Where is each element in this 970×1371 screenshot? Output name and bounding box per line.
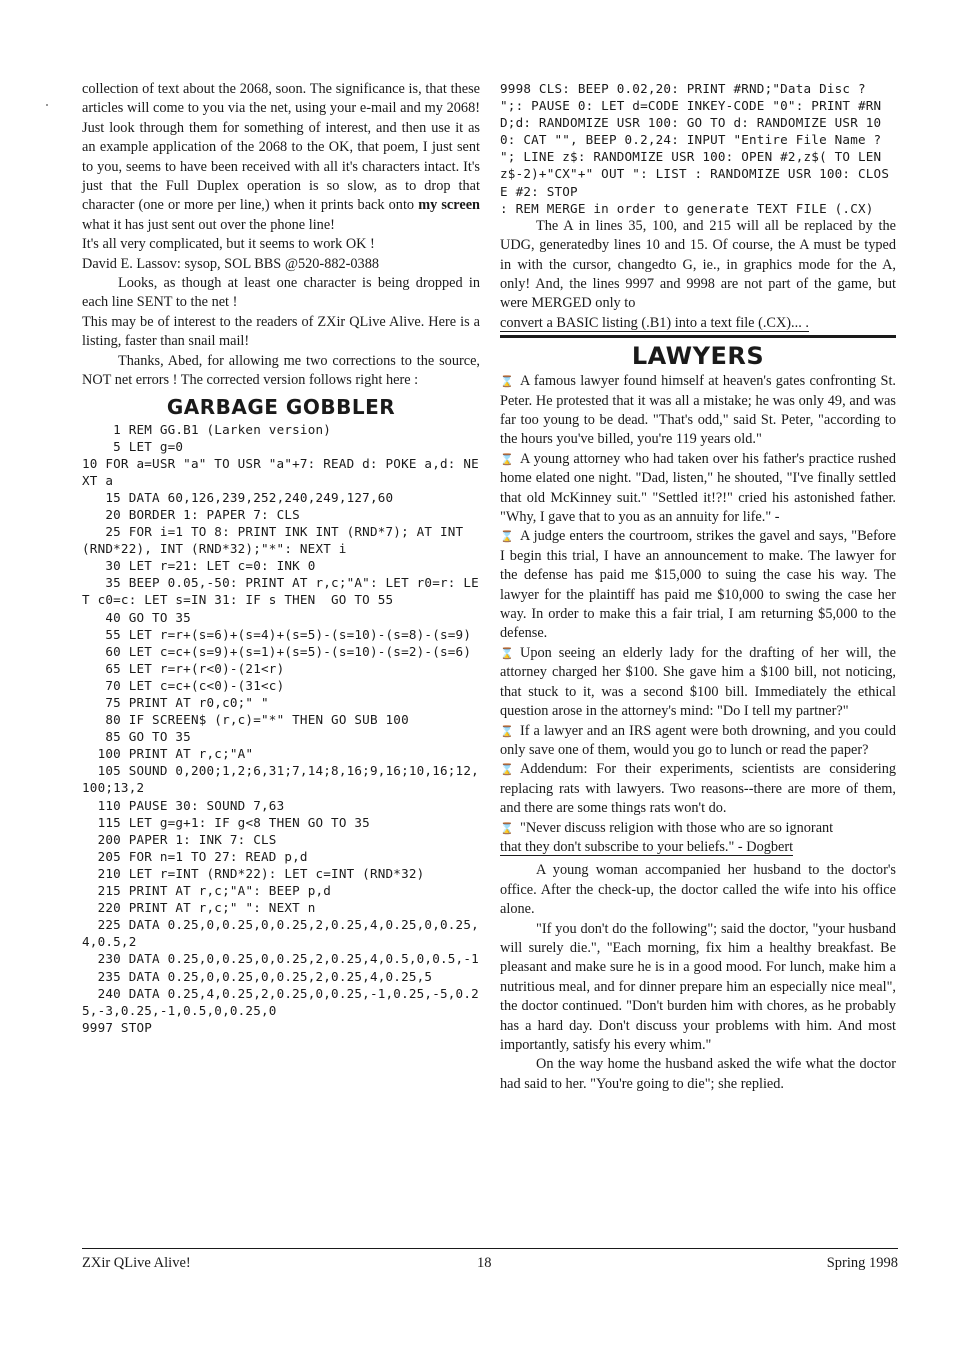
joke-text: "Never discuss religion with those who are so ignorant	[520, 819, 834, 836]
joke-item	[500, 527, 896, 643]
signature-line: David E. Lassov: sysop, SOL BBS @520-882-0388	[82, 255, 379, 272]
story-paragraph: A young woman accompanied her husband to the doctor's office. After the check-up, the doctor called the wife into his office alone.	[500, 862, 896, 918]
left-column	[82, 80, 480, 1036]
intro-text-end: what it has just sent out over the phone line!	[82, 216, 335, 233]
joke-item	[500, 372, 896, 450]
page-speck	[46, 104, 48, 106]
intro-text: collection of text about the 2068, soon. The significance is, that these articles will come to you via the net, using your e-mail and my 2068! Just look through them for something of interest, and then use it as an example application of the 2068 to the OK, that poem, I just sent to you, seems to have been received with all it's characters intact. It's just that the Full Duplex operation is so slow, as to drop that character (one or more per line,) when it prints back onto	[82, 81, 480, 214]
hourglass-icon: ⌛	[500, 452, 514, 466]
paragraph-dropped: Looks, as though at least one character is being dropped in each line SENT to the net !	[82, 275, 480, 311]
hourglass-icon: ⌛	[500, 821, 514, 835]
joke-item	[500, 450, 896, 528]
basic-listing: 1 REM GG.B1 (Larken version) 5 LET g=0 10 FOR a=USR "a" TO USR "a"+7: READ d: POKE a,d: NEXT a 15 DATA 60,126,239,252,240,249,127,60 20 BORDER 1: PAPER 7: CLS 25 FOR i=1 TO 8: PRINT INK INT (RND*7); AT INT (RND*22), INT (RND*32);"*": NEXT i 30 LET r=21: LET c=0: INK 0 35 BEEP 0.05,-50: PRINT AT r,c;"A": LET r0=r: LET c0=c: LET s=IN 31: IF s THEN GO TO 55 40 GO TO 35 55 LET r=r+(s=6)+(s=4)+(s=5)-(s=10)-(s=8)-(s=9) 60 LET c=c+(s=9)+(s=1)+(s=5)-(s=10)-(s=2)-(s=6) 65 LET r=r+(r<0)-(21<r) 70 LET c=c+(c<0)-(31<c) 75 PRINT AT r0,c0;" " 80 IF SCREEN$ (r,c)="*" THEN GO SUB 100 85 GO TO 35 100 PRINT AT r,c;"A" 105 SOUND 0,200;1,2;6,31;7,14;8,16;9,16;10,16;12,100;13,2 110 PAUSE 30: SOUND 7,63 115 LET g=g+1: IF g<8 THEN GO TO 35 200 PAPER 1: INK 7: CLS 205 FOR n=1 TO 27: READ p,d 210 LET r=INT (RND*22): LET c=INT (RND*32) 215 PRINT AT r,c;"A": BEEP p,d 220 PRINT AT r,c;" ": NEXT n 225 DATA 0.25,0,0.25,0,0.25,2,0.25,4,0.25,0,0.25,4,0.5,2 230 DATA 0.25,0,0.25,0,0.25,2,0.25,4,0.5,0,0.5,-1 235 DATA 0.25,0,0.25,0,0.25,2,0.25,4,0.25,5 240 DATA 0.25,4,0.25,2,0.25,0,0.25,-1,0.25,-5,0.25,-3,0.25,-1,0.5,0,0.25,0 9997 STOP	[82, 421, 479, 1035]
paragraph-interest: This may be of interest to the readers of ZXir QLive Alive. Here is a listing, faster than snail mail!	[82, 313, 480, 350]
basic-listing-continued: 9998 CLS: BEEP 0.02,20: PRINT #RND;"Data Disc ? ";: PAUSE 0: LET d=CODE INKEY-CODE "0": PRINT #RND;d: RANDOMIZE USR 100: GO TO d: RANDOMIZE USR 100: CAT "", BEEP 0.2,24: INPUT "Entire File Name ? "; LINE z$: RANDOMIZE USR 100: OPEN #2,z$( TO LEN z$-2)+"CX"+" OUT ": LIST : RANDOMIZE USR 100: CLOSE #2: STOP : REM MERGE in order to generate TEXT FILE (.CX)	[500, 81, 890, 216]
section-rule	[500, 335, 896, 338]
story-paragraph: On the way home the husband asked the wife what the doctor had said to her. "You're going to die"; she replied.	[500, 1056, 896, 1092]
footer-publication: ZXir QLive Alive!	[82, 1255, 191, 1271]
footer-page-number: 18	[477, 1255, 492, 1271]
paragraph-ok: It's all very complicated, but it seems to work OK !	[82, 236, 375, 253]
joke-text: Upon seeing an elderly lady for the drafting of her will, the attorney charged her $100. She gave him a $100 bill, not noticing, that stuck to it, was a second $100 bill. Immediately the ethical question arose in the attorney's mind: "Do I tell my partner?"	[500, 644, 896, 720]
hourglass-icon: ⌛	[500, 646, 514, 660]
joke-text: Addendum: For their experiments, scientists are considering replacing rats with lawyers. Two reasons--there are more of them, and there are some things rats won't do.	[500, 761, 896, 817]
joke-text-underlined: that they don't subscribe to your beliefs." - Dogbert	[500, 838, 794, 855]
footer-issue: Spring 1998	[826, 1255, 898, 1271]
intro-paragraph	[82, 80, 480, 235]
joke-text: If a lawyer and an IRS agent were both drowning, and you could only save one of them, would you go to lunch or read the paper?	[500, 722, 896, 758]
listing-note-end	[500, 314, 896, 333]
joke-item	[500, 819, 896, 838]
hourglass-icon: ⌛	[500, 530, 514, 544]
hourglass-icon: ⌛	[500, 763, 514, 777]
hourglass-icon: ⌛	[500, 724, 514, 738]
joke-text: A judge enters the courtroom, strikes the gavel and says, "Before I begin this trial, I have an announcement to make. The lawyer for the defense has paid me $15,000 to suing the case his way. The lawyer for the plaintiff has paid me $10,000 to swing the case her way. In order to make this a fair trial, I am returning $5,000 to the defense.	[500, 528, 896, 642]
page-footer	[82, 1248, 898, 1271]
right-column	[500, 80, 896, 1094]
story-paragraph: "If you don't do the following"; said the doctor, "your husband will surely die.", "Each morning, fix him a healthy breakfast. Be pleasant and make sure he is in a good mood. For lunch, make him a nutritious meal, and for dinner prepare him an especially nice meal", the doctor continued. "Don't burden him with chores, as he probably has a hard day. Don't discuss your problems with him. And most importantly, satisfy his every whim."	[500, 920, 896, 1053]
joke-item-end	[500, 838, 896, 857]
joke-item	[500, 722, 896, 761]
paragraph-thanks: Thanks, Abed, for allowing me two corrections to the source, NOT net errors ! The corrected version follows right here :	[82, 352, 480, 389]
joke-text: A famous lawyer found himself at heaven's gates confronting St. Peter. He protested that it was all a mistake; he was only 49, and was far too young to be dead. "That's odd," said St. Peter, "according to the hours you've billed, you're 119 years old."	[500, 373, 896, 448]
garbage-gobbler-heading: GARBAGE GOBBLER	[166, 394, 396, 419]
intro-bold-text: my screen	[418, 197, 480, 214]
hourglass-icon: ⌛	[500, 375, 514, 389]
listing-note-underlined: convert a BASIC listing (.B1) into a text file (.CX)... .	[500, 314, 809, 331]
listing-note: The A in lines 35, 100, and 215 will all be replaced by the UDG, generatedby lines 10 and 15. Of course, the A must be typed in with the cursor, changedto G, ie., in graphics mode for the A, only! And, the lines 9997 and 9998 are not part of the game, but were MERGED only to	[500, 217, 896, 312]
joke-text: A young attorney who had taken over his father's practice rushed home elated one night. "Dad, listen," he shouted, "I've finally settled that old McKinney suit." "Settled it!?!" cried his astonished father. "Why, I gave that to you as an annuity for life." -	[500, 450, 896, 526]
joke-item	[500, 644, 896, 722]
lawyers-heading: LAWYERS	[631, 342, 765, 371]
joke-item	[500, 760, 896, 818]
